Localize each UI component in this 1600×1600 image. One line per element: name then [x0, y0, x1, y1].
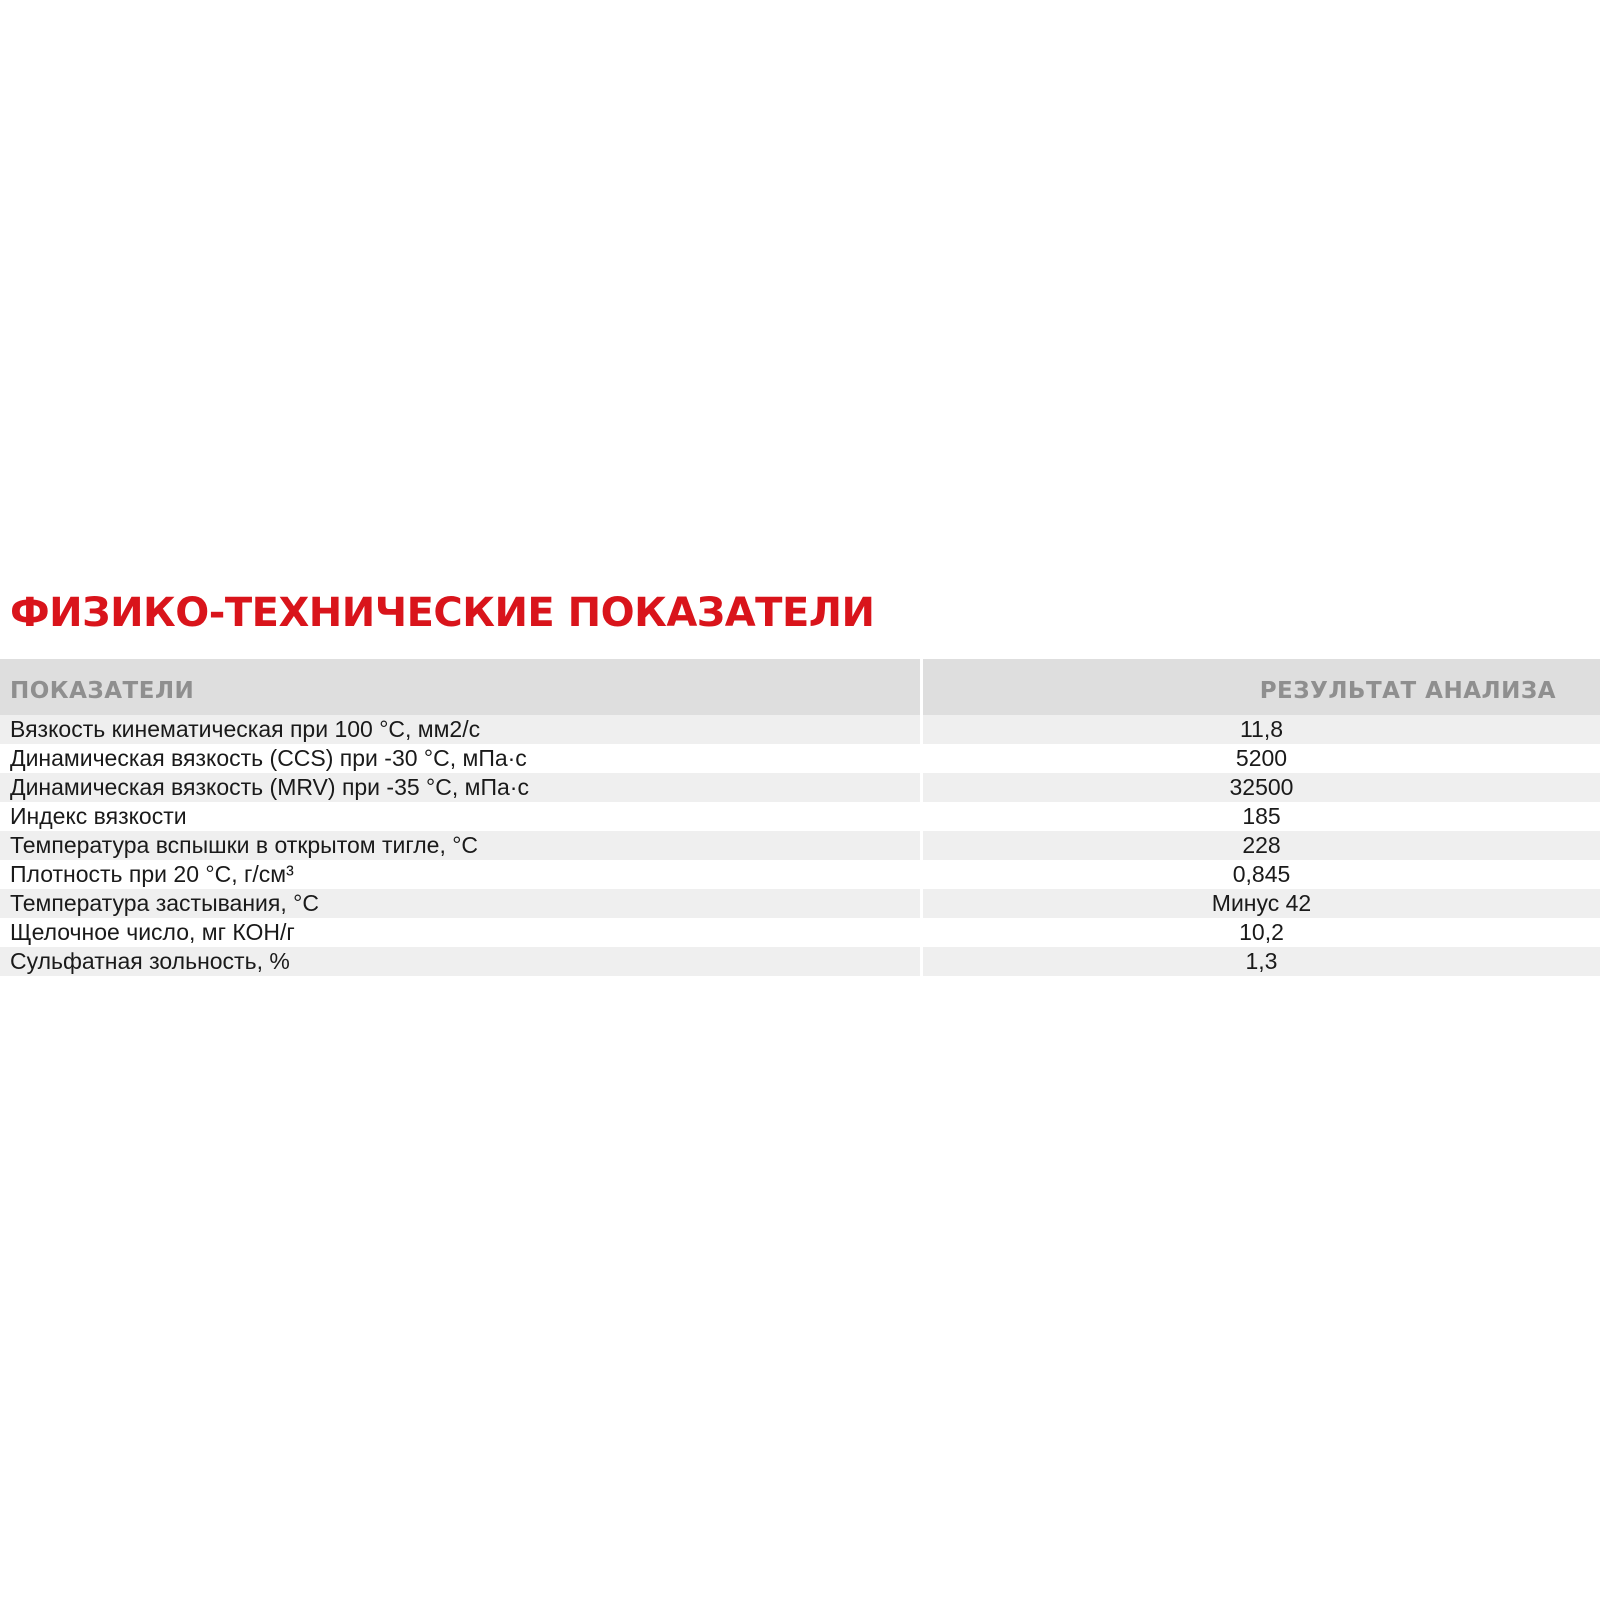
table-row: [0, 744, 1600, 773]
row-result-value: Минус 42: [1211, 890, 1312, 916]
table-row: [0, 773, 1600, 802]
table-row: [0, 715, 1600, 744]
row-result: [920, 947, 1600, 976]
section-title: ФИЗИКО-ТЕХНИЧЕСКИЕ ПОКАЗАТЕЛИ: [10, 590, 875, 636]
row-parameter: Динамическая вязкость (MRV) при -35 °С, мПа·с: [10, 774, 529, 800]
table-body: [0, 715, 1600, 976]
row-result: [920, 831, 1600, 860]
table-row: [0, 889, 1600, 918]
header-result: РЕЗУЛЬТАТ АНАЛИЗА: [920, 659, 1600, 715]
row-parameter: Температура застывания, °С: [10, 890, 319, 916]
row-result-value: 185: [1242, 803, 1281, 829]
row-parameter: Динамическая вязкость (CCS) при -30 °С, мПа·с: [10, 745, 527, 771]
row-result-value: 5200: [1235, 745, 1288, 771]
row-parameter: Плотность при 20 °С, г/см³: [10, 861, 294, 887]
row-result: [920, 715, 1600, 744]
row-result-value: 0,845: [1232, 861, 1291, 887]
row-parameter: Индекс вязкости: [10, 803, 187, 829]
header-parameter: ПОКАЗАТЕЛИ: [10, 678, 195, 704]
row-parameter: Температура вспышки в открытом тигле, °С: [10, 832, 479, 858]
row-result: [920, 860, 1600, 889]
row-result: [920, 773, 1600, 802]
row-parameter: Щелочное число, мг КОН/г: [10, 919, 295, 945]
row-result: [920, 802, 1600, 831]
row-result-value: 228: [1242, 832, 1281, 858]
row-result-value: 32500: [1229, 774, 1294, 800]
table-row: [0, 947, 1600, 976]
row-result-value: 11,8: [1239, 716, 1284, 742]
table-header: [0, 659, 1600, 715]
row-result-value: 10,2: [1239, 919, 1284, 945]
table-row: [0, 802, 1600, 831]
row-result: [920, 918, 1600, 947]
row-result: [920, 744, 1600, 773]
row-parameter: Сульфатная зольность, %: [10, 948, 290, 974]
table-row: [0, 831, 1600, 860]
row-result: [920, 889, 1600, 918]
table-row: [0, 860, 1600, 889]
table-row: [0, 918, 1600, 947]
spec-table: [0, 659, 1600, 976]
row-result-value: 1,3: [1245, 948, 1278, 974]
row-parameter: Вязкость кинематическая при 100 °С, мм2/с: [10, 716, 481, 742]
